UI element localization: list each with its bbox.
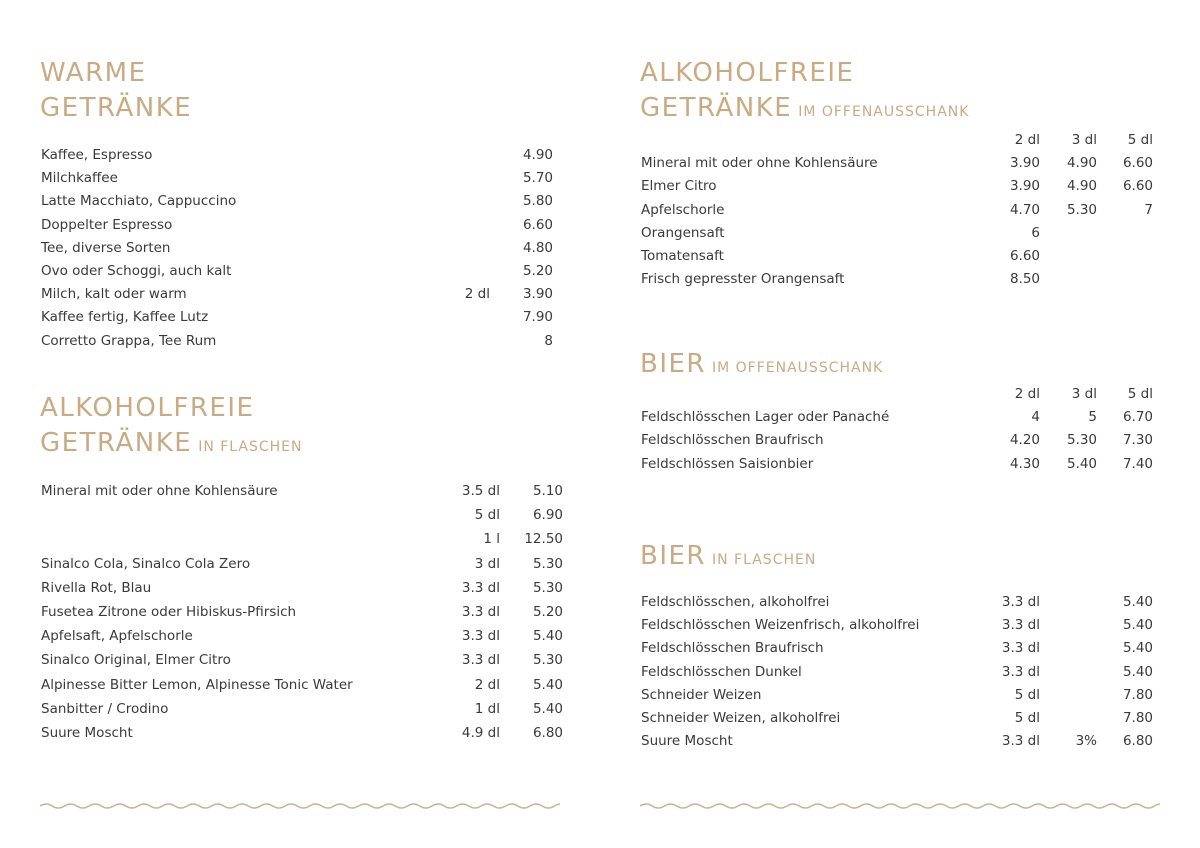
- item-name: Sinalco Original, Elmer Citro: [41, 652, 231, 669]
- item-value: 7.40: [1122, 455, 1153, 472]
- item-price: 5.20: [522, 262, 553, 279]
- menu-item: [641, 730, 1153, 753]
- menu-item: [641, 614, 1153, 637]
- item-value: 4.70: [1009, 201, 1040, 218]
- heading-line: BIER: [640, 541, 706, 571]
- item-price: 5.80: [522, 193, 553, 210]
- item-name: Feldschlösschen, alkoholfrei: [641, 594, 830, 610]
- menu-item: [641, 637, 1153, 660]
- item-price: 6.60: [522, 216, 553, 233]
- item-value: 5.40: [1122, 663, 1153, 680]
- menu-item: [641, 222, 1153, 245]
- column-header: 2 dl: [1014, 386, 1040, 402]
- menu-item: [41, 330, 553, 353]
- item-name: Fusetea Zitrone oder Hibiskus-Pfirsich: [41, 603, 297, 620]
- menu-item: [641, 591, 1153, 614]
- item-name: Ovo oder Schoggi, auch kalt: [41, 262, 232, 279]
- item-value: 5.30: [1066, 432, 1097, 449]
- heading-line: GETRÄNKE: [640, 93, 793, 123]
- heading-line: GETRÄNKE: [40, 93, 193, 123]
- item-value: 5: [1088, 409, 1097, 426]
- menu-item: [641, 707, 1153, 730]
- item-price: 5.30: [532, 652, 563, 669]
- item-price: 3.90: [522, 286, 553, 303]
- heading-line: ALKOHOLFREIE: [640, 58, 855, 88]
- item-size: 4.9 dl: [461, 724, 500, 741]
- menu-item: [41, 673, 563, 697]
- menu-item: [41, 479, 563, 503]
- item-name: Sinalco Cola, Sinalco Cola Zero: [41, 555, 251, 572]
- section-heading-soft-tap: [640, 56, 969, 130]
- item-value: 3.3 dl: [1001, 617, 1040, 634]
- item-name: Corretto Grappa, Tee Rum: [41, 332, 217, 349]
- item-value: 5 dl: [1014, 686, 1040, 703]
- menu-item: [41, 167, 553, 190]
- item-name: Doppelter Espresso: [41, 216, 173, 233]
- menu-item: [641, 453, 1153, 476]
- item-name: Alpinesse Bitter Lemon, Alpinesse Tonic Water: [41, 676, 353, 693]
- item-size: 3 dl: [474, 555, 500, 572]
- column-header-row: [641, 383, 1153, 406]
- item-size: 2 dl: [464, 286, 490, 303]
- item-name: Apfelsaft, Apfelschorle: [41, 628, 193, 645]
- item-price: 4.80: [522, 239, 553, 256]
- item-value: 7.30: [1122, 432, 1153, 449]
- item-price: 5.40: [532, 676, 563, 693]
- heading-subtitle: IN FLASCHEN: [712, 552, 817, 568]
- item-name: Feldschlösschen Lager oder Panaché: [641, 409, 890, 426]
- item-name: Sanbitter / Crodino: [41, 700, 169, 717]
- menu-item: [41, 697, 563, 721]
- wave-divider: [40, 798, 560, 814]
- menu-item: [41, 648, 563, 672]
- item-value: 6.60: [1122, 155, 1153, 172]
- menu-item: [41, 527, 563, 551]
- item-name: Orangensaft: [641, 224, 725, 241]
- item-size: 3.3 dl: [461, 652, 500, 669]
- item-name: Feldschlösschen Braufrisch: [641, 432, 824, 449]
- item-value: 6.70: [1122, 409, 1153, 426]
- item-size: 2 dl: [474, 676, 500, 693]
- menu-item: [41, 503, 563, 527]
- menu-item: [641, 245, 1153, 268]
- column-header: 2 dl: [1014, 132, 1040, 148]
- item-value: 3.3 dl: [1001, 663, 1040, 680]
- item-price: 7.90: [522, 309, 553, 326]
- item-value: 5.40: [1122, 640, 1153, 657]
- item-name: Feldschlösschen Dunkel: [641, 663, 802, 680]
- beer-bottles-list: [641, 591, 1153, 753]
- item-name: Tomatensaft: [641, 247, 724, 264]
- column-header: 3 dl: [1071, 386, 1097, 402]
- column-header: 3 dl: [1071, 132, 1097, 148]
- item-name: Suure Moscht: [641, 733, 733, 750]
- item-name: Mineral mit oder ohne Kohlensäure: [641, 155, 878, 172]
- item-value: 3.90: [1009, 178, 1040, 195]
- item-name: Mineral mit oder ohne Kohlensäure: [41, 483, 278, 499]
- item-name: Latte Macchiato, Cappuccino: [41, 193, 237, 210]
- item-value: 3%: [1075, 733, 1097, 750]
- item-name: Elmer Citro: [641, 178, 717, 195]
- menu-item: [641, 268, 1153, 291]
- menu-item: [641, 199, 1153, 222]
- menu-item: [41, 190, 553, 213]
- menu-item: [641, 406, 1153, 429]
- menu-item: [41, 214, 553, 237]
- item-name: Feldschlössen Saisionbier: [641, 455, 814, 472]
- heading-line: ALKOHOLFREIE: [40, 393, 255, 423]
- item-value: 7.80: [1122, 686, 1153, 703]
- menu-item: [41, 306, 553, 329]
- item-name: Schneider Weizen, alkoholfrei: [641, 709, 841, 726]
- item-value: 5.40: [1066, 455, 1097, 472]
- warm-drinks-list: [41, 144, 553, 353]
- item-value: 4: [1031, 409, 1040, 426]
- item-value: 3.3 dl: [1001, 733, 1040, 750]
- item-price: 5.10: [532, 483, 563, 499]
- heading-line: BIER: [640, 349, 706, 379]
- item-value: 5.40: [1122, 594, 1153, 610]
- item-price: 5.40: [532, 700, 563, 717]
- item-price: 5.70: [522, 170, 553, 187]
- item-price: 4.90: [522, 147, 553, 163]
- menu-item: [641, 684, 1153, 707]
- section-heading-warm-drinks: [40, 56, 192, 126]
- menu-item: [41, 624, 563, 648]
- item-value: 6: [1031, 224, 1040, 241]
- column-header: 5 dl: [1127, 386, 1153, 402]
- section-heading-beer-bottles: [640, 539, 816, 578]
- item-name: Tee, diverse Sorten: [41, 239, 171, 256]
- item-price: 5.20: [532, 603, 563, 620]
- menu-item: [41, 576, 563, 600]
- item-value: 3.3 dl: [1001, 594, 1040, 610]
- menu-item: [41, 600, 563, 624]
- soft-bottles-list: [41, 479, 563, 745]
- heading-subtitle: IM OFFENAUSSCHANK: [712, 360, 884, 376]
- soft-tap-list: [641, 129, 1153, 291]
- item-name: Kaffee fertig, Kaffee Lutz: [41, 309, 209, 326]
- menu-item: [41, 237, 553, 260]
- menu-item: [641, 175, 1153, 198]
- item-name: Milchkaffee: [41, 170, 118, 187]
- item-value: 6.80: [1122, 733, 1153, 750]
- item-name: Milch, kalt oder warm: [41, 286, 187, 303]
- item-size: 3.5 dl: [461, 483, 500, 499]
- menu-item: [41, 144, 553, 167]
- column-header-row: [641, 129, 1153, 152]
- item-price: 6.80: [532, 724, 563, 741]
- item-name: Frisch gepresster Orangensaft: [641, 271, 845, 288]
- heading-subtitle: IM OFFENAUSSCHANK: [798, 104, 970, 120]
- item-price: 12.50: [524, 531, 563, 548]
- item-size: 3.3 dl: [461, 603, 500, 620]
- item-price: 6.90: [532, 507, 563, 524]
- heading-line: WARME: [40, 58, 147, 88]
- item-price: 5.30: [532, 555, 563, 572]
- heading-line: GETRÄNKE: [40, 428, 193, 458]
- item-price: 5.40: [532, 628, 563, 645]
- item-value: 7: [1144, 201, 1153, 218]
- column-header: 5 dl: [1127, 132, 1153, 148]
- menu-item: [641, 152, 1153, 175]
- item-size: 1 l: [483, 531, 500, 548]
- menu-item: [641, 661, 1153, 684]
- item-value: 3.3 dl: [1001, 640, 1040, 657]
- menu-item: [41, 721, 563, 745]
- wave-divider: [640, 798, 1160, 814]
- beer-tap-list: [641, 383, 1153, 476]
- item-size: 5 dl: [474, 507, 500, 524]
- menu-item: [41, 552, 563, 576]
- item-value: 5.30: [1066, 201, 1097, 218]
- item-size: 3.3 dl: [461, 579, 500, 596]
- item-value: 4.30: [1009, 455, 1040, 472]
- item-value: 7.80: [1122, 709, 1153, 726]
- item-value: 8.50: [1009, 271, 1040, 288]
- item-name: Suure Moscht: [41, 724, 133, 741]
- item-value: 5.40: [1122, 617, 1153, 634]
- item-value: 3.90: [1009, 155, 1040, 172]
- item-value: 4.90: [1066, 178, 1097, 195]
- heading-subtitle: IN FLASCHEN: [198, 439, 303, 455]
- item-size: 1 dl: [474, 700, 500, 717]
- item-name: Feldschlösschen Braufrisch: [641, 640, 824, 657]
- item-value: 5 dl: [1014, 709, 1040, 726]
- item-name: Apfelschorle: [641, 201, 725, 218]
- menu-item: [41, 260, 553, 283]
- item-price: 5.30: [532, 579, 563, 596]
- item-name: Kaffee, Espresso: [41, 147, 153, 163]
- item-size: 3.3 dl: [461, 628, 500, 645]
- section-heading-soft-bottles: [40, 391, 303, 465]
- item-value: 4.20: [1009, 432, 1040, 449]
- item-price: 8: [544, 332, 553, 349]
- item-value: 4.90: [1066, 155, 1097, 172]
- item-value: 6.60: [1009, 247, 1040, 264]
- menu-item: [41, 283, 553, 306]
- item-name: Schneider Weizen: [641, 686, 762, 703]
- section-heading-beer-tap: [640, 347, 883, 386]
- menu-item: [641, 429, 1153, 452]
- item-name: Rivella Rot, Blau: [41, 579, 152, 596]
- item-name: Feldschlösschen Weizenfrisch, alkoholfrei: [641, 617, 920, 634]
- item-value: 6.60: [1122, 178, 1153, 195]
